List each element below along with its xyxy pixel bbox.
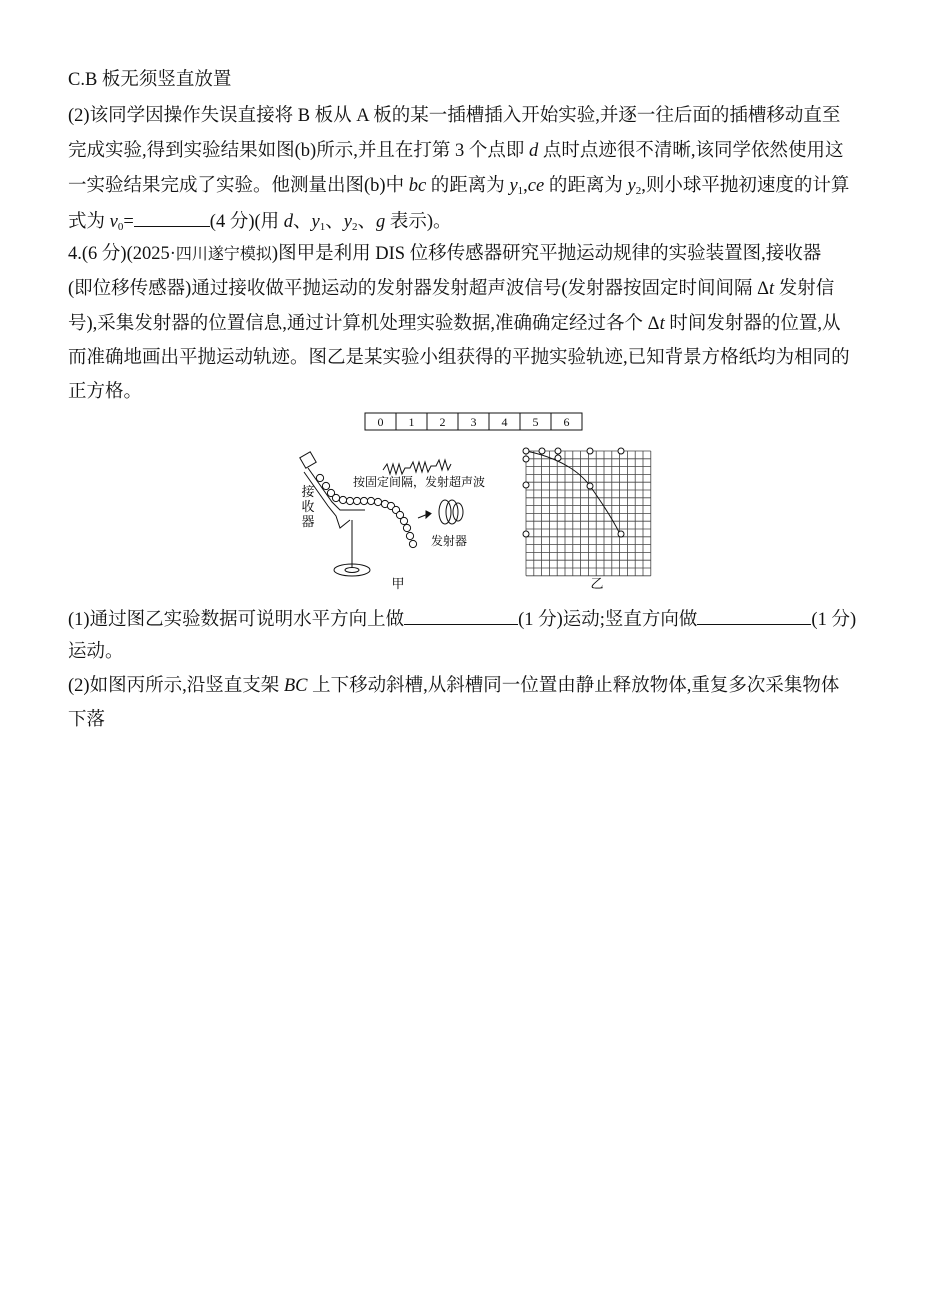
emitter-label: 发射器 [431, 534, 468, 548]
ruler-tick-label: 3 [470, 415, 477, 429]
trajectory-point [523, 456, 529, 462]
receiver-box [300, 452, 316, 468]
question-4-line-2: (即位移传感器)通过接收做平抛运动的发射器发射超声波信号(发射器按固定时间间隔 Δt 发射信 [68, 279, 835, 299]
question-4-line-5: 正方格。 [68, 382, 143, 402]
question-4-line-4: 而准确地画出平抛运动轨迹。图乙是某实验小组获得的平抛实验轨迹,已知背景方格纸均为相同的 [68, 348, 850, 368]
subquestion-2-line-1: (2)如图丙所示,沿竖直支架 BC 上下移动斜槽,从斜槽同一位置由静止释放物体,重复多次采集物体 [68, 676, 840, 696]
subquestion-1-line-1: (1)通过图乙实验数据可说明水平方向上做 (1 分)运动;竖直方向做 (1 分) [68, 606, 856, 632]
projectile-ball [367, 497, 374, 504]
experiment-figure [290, 410, 660, 595]
question-2-line-4: 式为 $v_0= (4$ 分)(用 d、$y_1$、$y_2$、g 表示)。 [68, 208, 452, 239]
projectile-ball [403, 524, 410, 531]
subquestion-2-line-2: 下落 [68, 710, 106, 730]
trajectory-point [539, 448, 545, 454]
receiver-label-3: 器 [301, 515, 315, 530]
trajectory-point [555, 455, 561, 461]
projectile-ball [332, 494, 339, 501]
projectile-ball [322, 482, 329, 489]
projectile-ball [400, 517, 407, 524]
ruler-tick-label: 2 [439, 415, 446, 429]
trajectory-point [555, 448, 561, 454]
trajectory-point [618, 531, 624, 537]
ruler-tick-label: 1 [408, 415, 415, 429]
projectile-ball [346, 497, 353, 504]
answer-blank-horizontal[interactable] [404, 606, 518, 625]
receiver-label-2: 收 [301, 500, 315, 515]
emitter-disc-1 [439, 500, 451, 524]
projectile-ball [374, 498, 381, 505]
ultrasonic-wave [383, 460, 451, 474]
answer-blank-vertical[interactable] [697, 606, 811, 625]
wave-label: 按固定间隔，发射超声波 [353, 475, 486, 489]
ruler-tick-label: 4 [501, 415, 508, 429]
base-ellipse-inner [345, 568, 359, 573]
trajectory-point [523, 531, 529, 537]
ruler-tick-label: 5 [532, 415, 539, 429]
trajectory-point [523, 448, 529, 454]
subquestion-1-line-2: 运动。 [68, 642, 124, 662]
question-2-line-2: 完成实验,得到实验结果如图(b)所示,并且在打第 3 个点即 d 点时点迹很不清晰,该同学依然使用这 [68, 141, 844, 161]
trajectory-point [587, 448, 593, 454]
question-4-line-1: 4.(6 分)(2025·四川遂宁模拟)图甲是利用 DIS 位移传感器研究平抛运动规律的实验装置图,接收器 [68, 244, 822, 264]
option-c-line: C.B 板无须竖直放置 [68, 70, 232, 90]
projectile-ball [353, 497, 360, 504]
ruler-tick-label: 0 [377, 415, 384, 429]
question-2-line-3: 一实验结果完成了实验。他测量出图(b)中 bc 的距离为 $y_1,ce$ 的距离为 $y_2$,则小球平抛初速度的计算 [68, 176, 850, 197]
projectile-ball [406, 532, 413, 539]
answer-blank-v0[interactable] [134, 208, 210, 227]
question-4-line-3: 号),采集发射器的位置信息,通过计算机处理实验数据,准确确定经过各个 Δt 时间发射器的位置,从 [68, 314, 841, 334]
caption-yi: 乙 [590, 577, 604, 592]
trajectory-point [587, 483, 593, 489]
apparatus-jia [300, 452, 463, 576]
projectile-ball [316, 474, 323, 481]
projectile-ball [409, 540, 416, 547]
projectile-ball [339, 496, 346, 503]
receiver-label-1: 接 [301, 485, 315, 500]
caption-jia: 甲 [391, 577, 405, 592]
emitter-arrowhead [426, 511, 431, 518]
projectile-ball [360, 497, 367, 504]
trajectory-point [618, 448, 624, 454]
trajectory-point [523, 482, 529, 488]
ruler-tick-label: 6 [563, 415, 570, 429]
trajectory-grid [526, 451, 651, 576]
question-2-line-1: (2)该同学因操作失误直接将 B 板从 A 板的某一插槽插入开始实验,并逐一往后面的插槽移动直至 [68, 106, 841, 126]
